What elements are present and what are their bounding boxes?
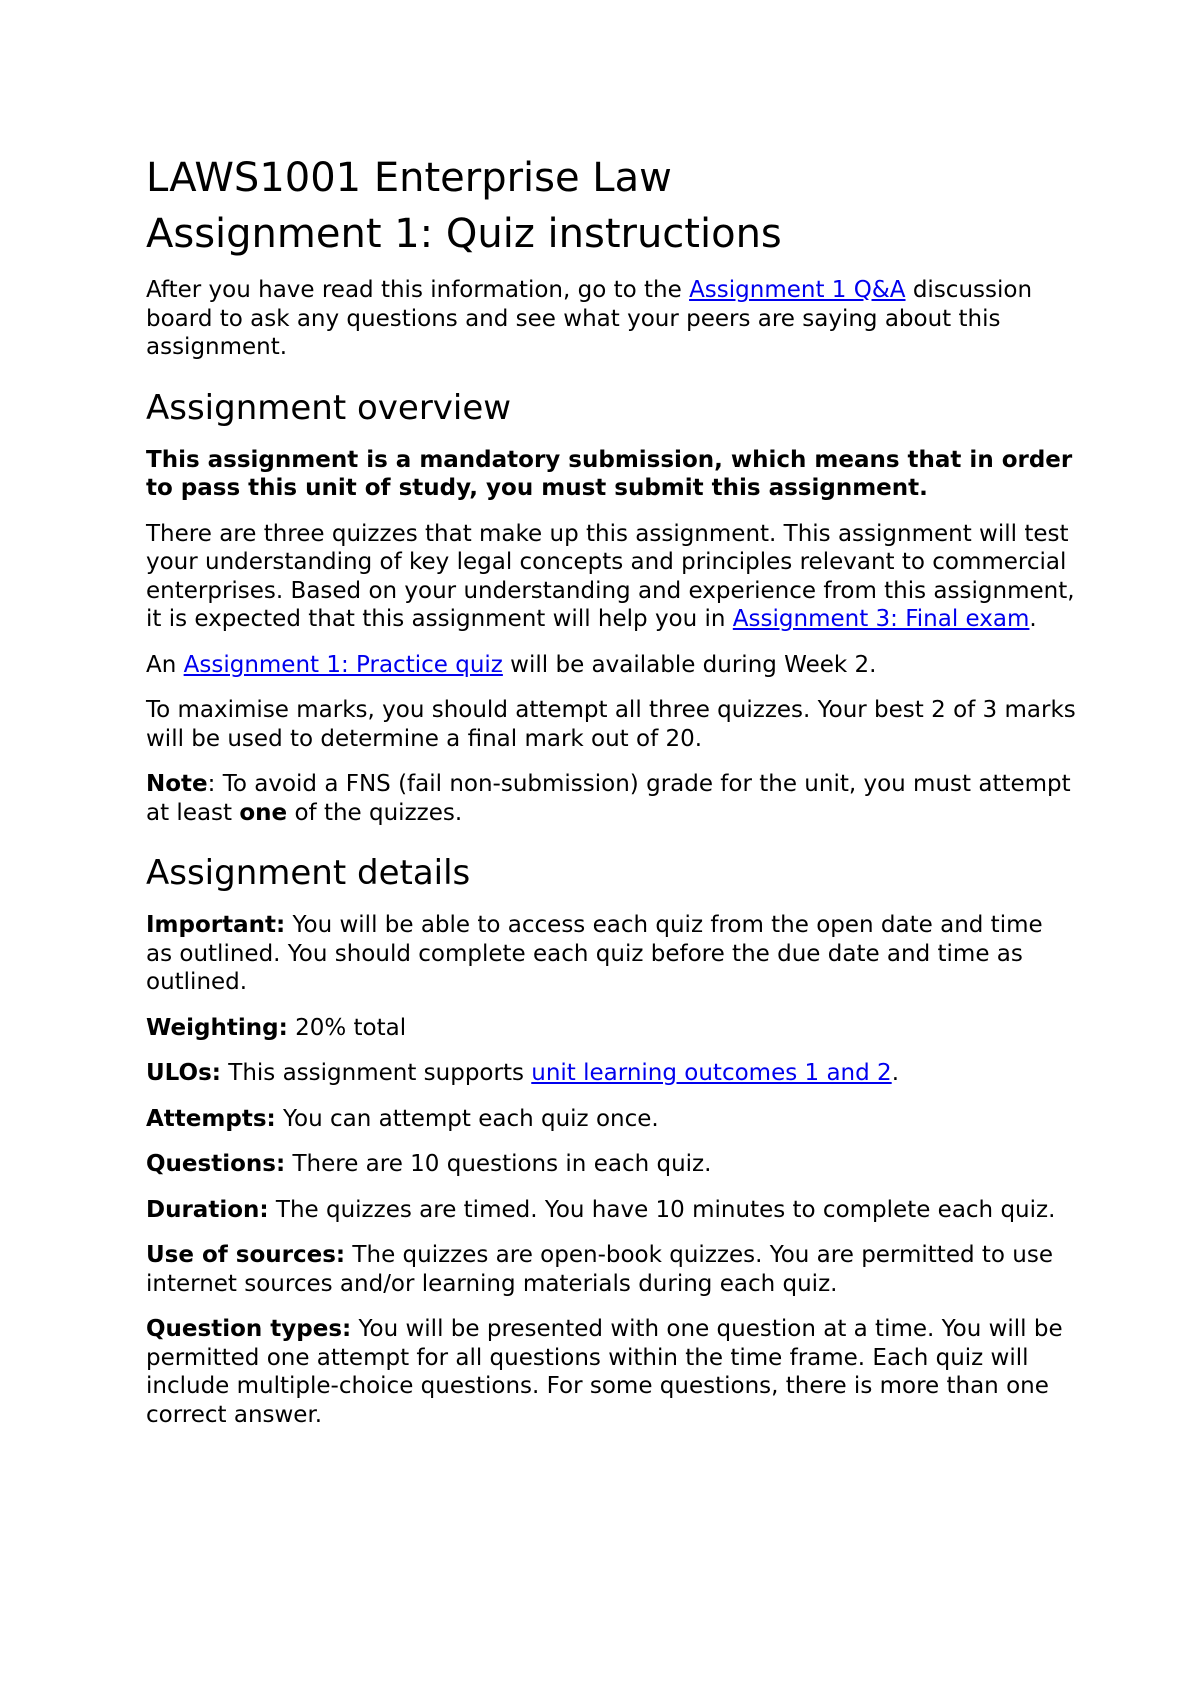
- weighting-label: Weighting:: [146, 1014, 288, 1041]
- questions-text: There are 10 questions in each quiz.: [285, 1151, 712, 1177]
- attempts-label: Attempts:: [146, 1105, 276, 1132]
- overview-heading: Assignment overview: [146, 387, 512, 428]
- document-page: [146, 150, 1076, 1446]
- assignment-title: Assignment 1: Quiz instructions: [146, 211, 782, 257]
- sources-text: The quizzes are open-book quizzes. You are permitted to use internet sources and/or learning materials during each quiz.: [146, 1242, 1053, 1297]
- ulos-paragraph: [146, 1059, 1076, 1088]
- intro-paragraph: [146, 276, 1076, 362]
- sources-label: Use of sources:: [146, 1242, 346, 1268]
- practice-quiz-link[interactable]: Assignment 1: Practice quiz: [183, 651, 503, 678]
- ulos-label: ULOs:: [146, 1060, 221, 1086]
- mandatory-notice: [146, 446, 1076, 503]
- overview-paragraph-1: [146, 520, 1076, 634]
- question-types-paragraph: [146, 1315, 1076, 1429]
- duration-label: Duration:: [146, 1196, 269, 1223]
- questions-paragraph: [146, 1150, 1076, 1179]
- note-paragraph: [146, 770, 1076, 827]
- ulos-text-end: .: [891, 1060, 899, 1086]
- learning-outcomes-link[interactable]: unit learning outcomes 1 and 2: [531, 1060, 892, 1086]
- course-title: LAWS1001 Enterprise Law: [146, 155, 672, 201]
- overview-p2-end: will be available during Week 2.: [502, 651, 877, 678]
- ulos-text: This assignment supports: [220, 1060, 532, 1086]
- assignment-1-qa-link[interactable]: Assignment 1 Q&A: [689, 277, 906, 303]
- weighting-text: 20% total: [287, 1014, 407, 1041]
- important-text: You will be able to access each quiz from the open date and time as outlined. You should complete each quiz before the due date and time as outlined.: [146, 912, 1043, 995]
- note-label: Note: [146, 771, 208, 797]
- duration-text: The quizzes are timed. You have 10 minutes to complete each quiz.: [268, 1196, 1056, 1223]
- weighting-paragraph: [146, 1014, 1076, 1043]
- important-paragraph: [146, 911, 1076, 997]
- note-text-end: of the quizzes.: [287, 799, 463, 826]
- overview-p1-text: There are three quizzes that make up this assignment. This assignment will test your understanding of key legal concepts and principles relevant to commercial enterprises. Based on your understanding and experience from this assignment, it is expected that this assignment will help you in: [146, 520, 1075, 632]
- attempts-paragraph: [146, 1105, 1076, 1134]
- intro-text-after: discussion board to ask any questions and see what your peers are saying about this assignment.: [146, 277, 1033, 360]
- mandatory-text: This assignment is a mandatory submission, which means that in order to pass this unit of study, you must submit this assignment.: [146, 446, 1073, 501]
- important-label: Important:: [146, 912, 286, 938]
- note-text: : To avoid a FNS (fail non-submission) grade for the unit, you must attempt at least: [146, 771, 1071, 826]
- overview-p1-end: .: [1029, 606, 1037, 632]
- duration-paragraph: [146, 1196, 1076, 1225]
- overview-p2-text: An: [146, 651, 184, 678]
- questions-label: Questions:: [146, 1151, 286, 1177]
- final-exam-link[interactable]: Assignment 3: Final exam: [732, 606, 1030, 632]
- sources-paragraph: [146, 1241, 1076, 1298]
- overview-paragraph-2: [146, 651, 1076, 680]
- overview-paragraph-3: To maximise marks, you should attempt all three quizzes. Your best 2 of 3 marks will be used to determine a final mark out of 20.: [146, 697, 1076, 752]
- question-types-label: Question types:: [146, 1316, 352, 1342]
- attempts-text: You can attempt each quiz once.: [275, 1105, 659, 1132]
- details-heading: Assignment details: [146, 853, 471, 893]
- question-types-text: You will be presented with one question at a time. You will be permitted one attempt for all questions within the time frame. Each quiz will include multiple-choice questions. For some questions, there is more than one correct answer.: [146, 1316, 1063, 1428]
- note-bold-word: one: [239, 799, 288, 826]
- intro-text-before: After you have read this information, go to the: [146, 277, 690, 303]
